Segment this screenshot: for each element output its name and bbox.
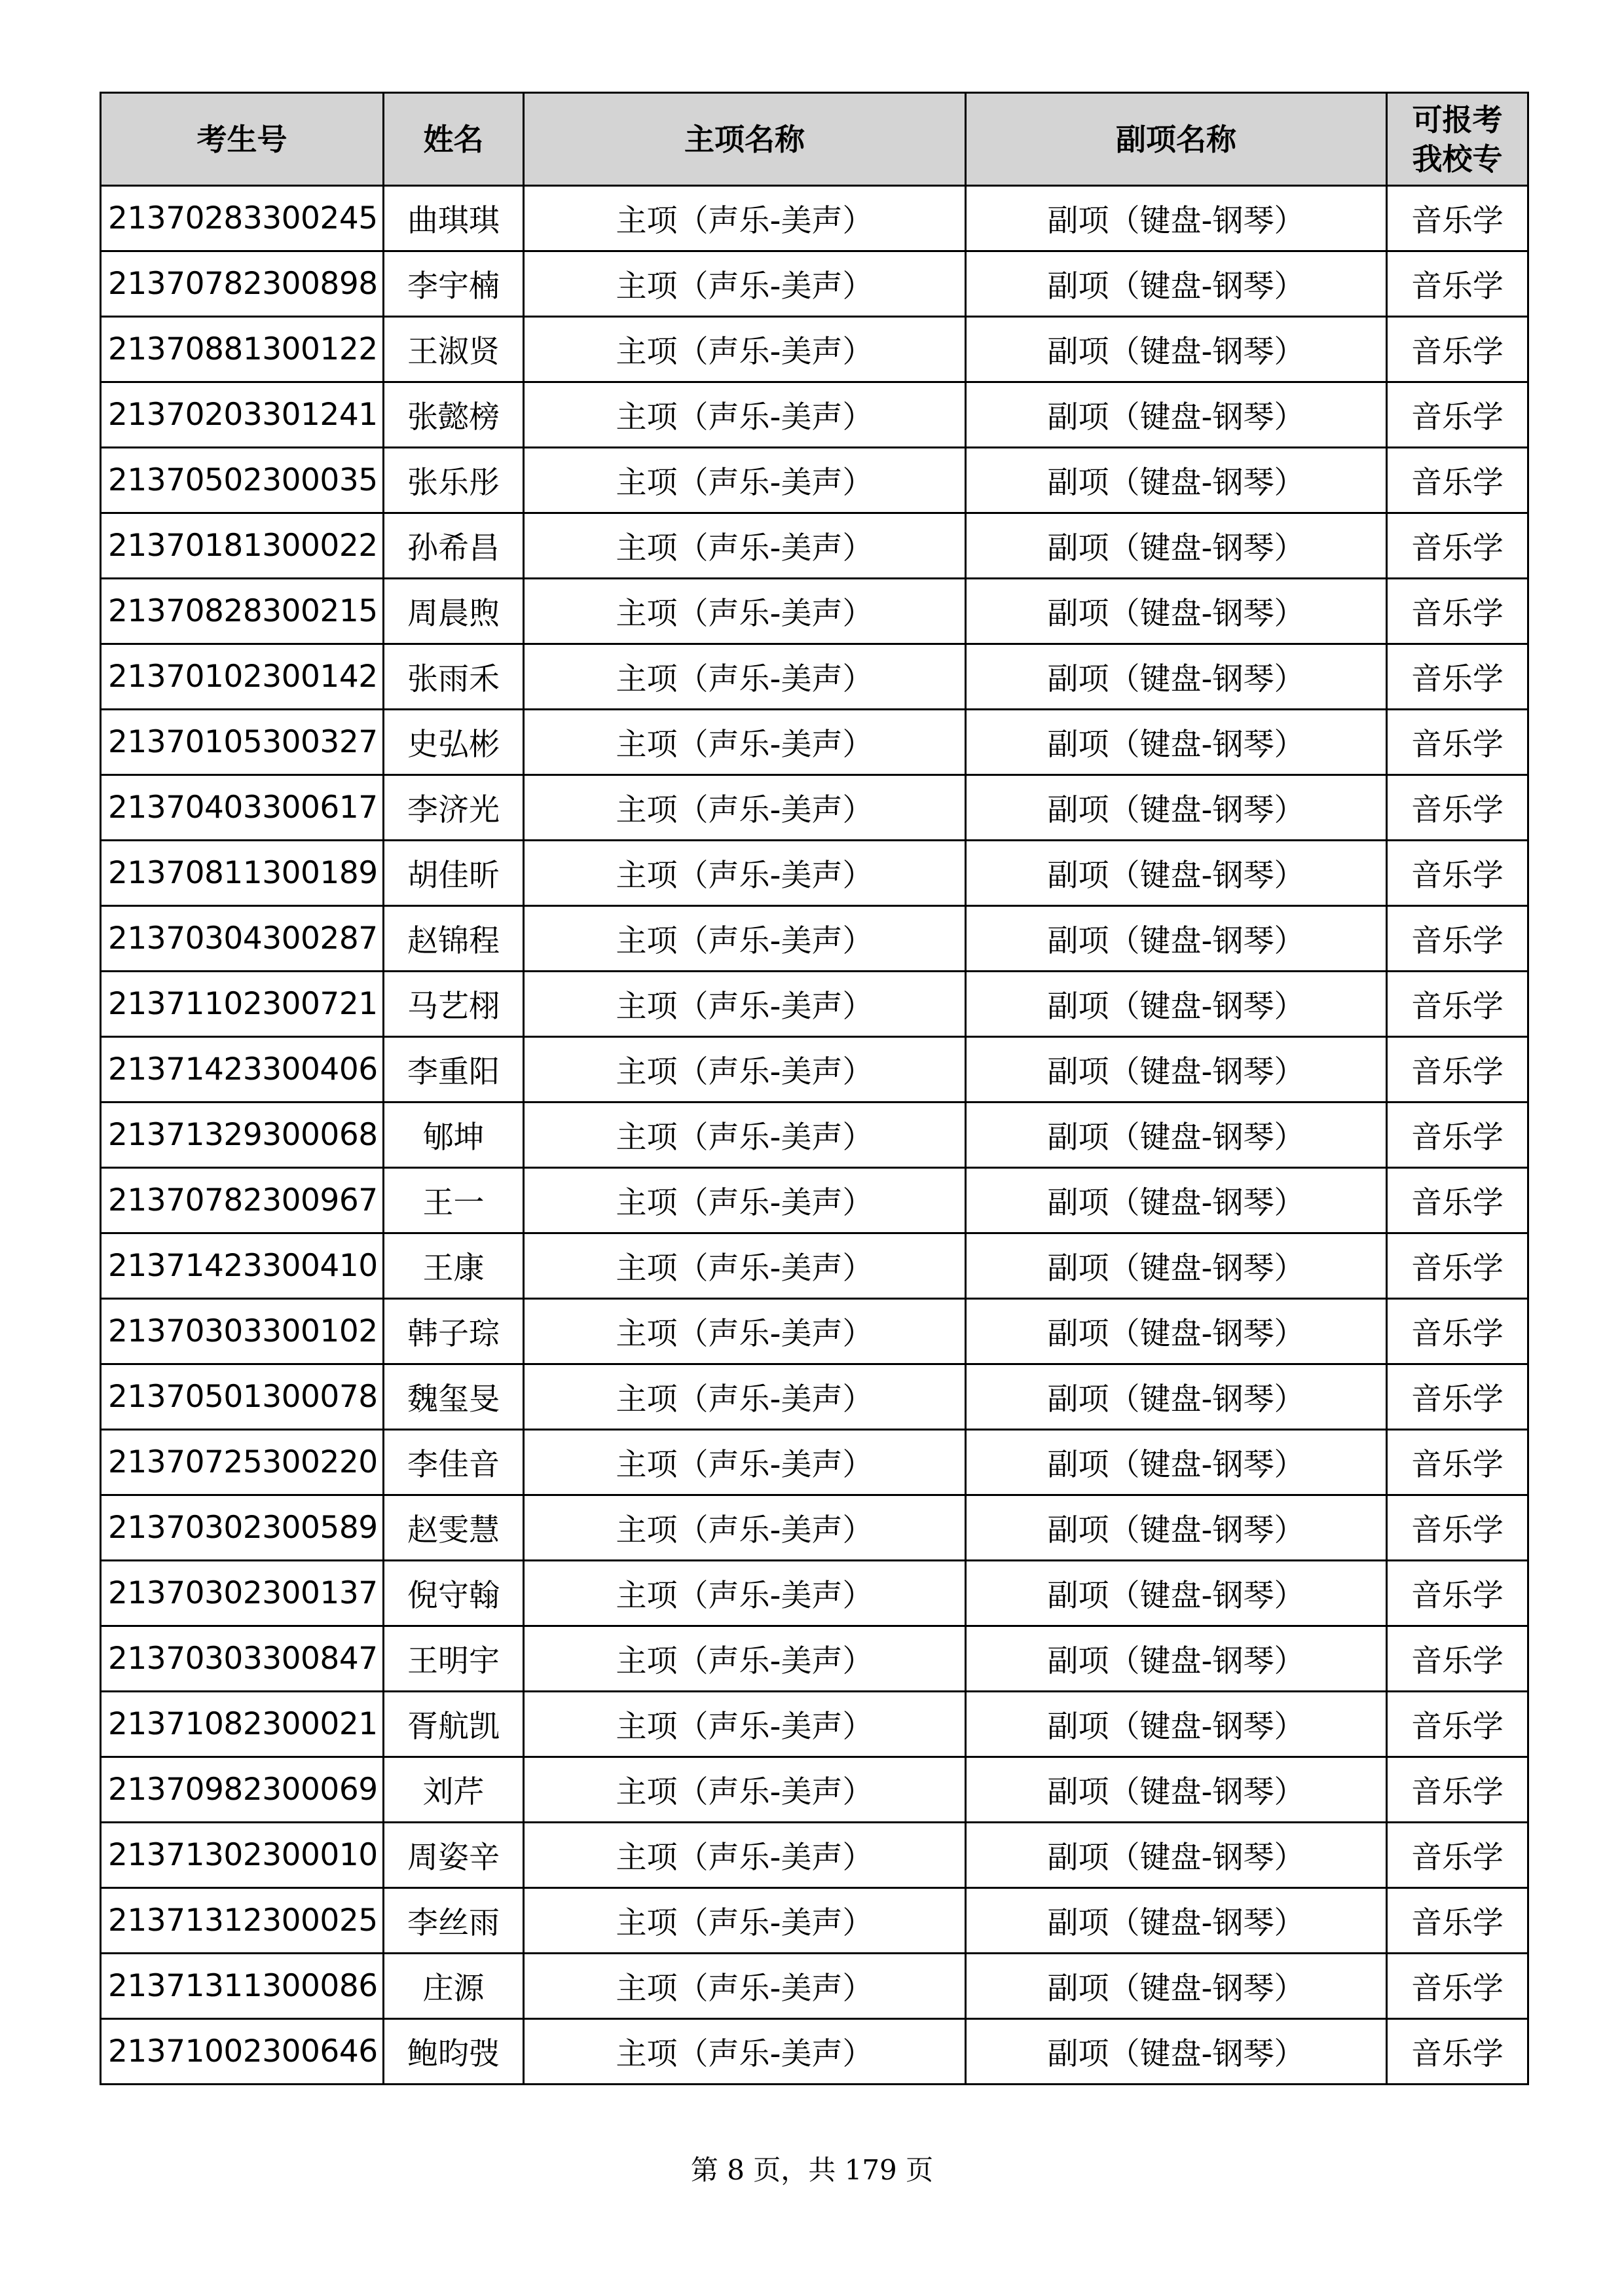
cell-candidate-id: 21370203301241 <box>101 382 384 448</box>
cell-eligible-major: 音乐学 <box>1387 1954 1528 2019</box>
page-number-footer: 第 8 页，共 179 页 <box>690 2154 934 2186</box>
cell-sub-item: 副项（键盘-钢琴） <box>966 1495 1387 1561</box>
cell-name: 赵锦程 <box>384 906 524 972</box>
cell-name: 李丝雨 <box>384 1888 524 1954</box>
header-sub-item: 副项名称 <box>966 93 1387 186</box>
cell-eligible-major: 音乐学 <box>1387 1430 1528 1495</box>
header-row <box>101 93 1528 186</box>
cell-name: 李济光 <box>384 775 524 841</box>
cell-name: 韩子琮 <box>384 1299 524 1364</box>
cell-name: 鲍昀弢 <box>384 2019 524 2085</box>
cell-sub-item: 副项（键盘-钢琴） <box>966 906 1387 972</box>
cell-candidate-id: 21370502300035 <box>101 448 384 513</box>
cell-main-item: 主项（声乐-美声） <box>524 186 966 251</box>
cell-sub-item: 副项（键盘-钢琴） <box>966 1561 1387 1626</box>
cell-name: 倪守翰 <box>384 1561 524 1626</box>
cell-eligible-major: 音乐学 <box>1387 1692 1528 1757</box>
table-row <box>101 1561 1528 1626</box>
cell-name: 王康 <box>384 1233 524 1299</box>
table-row <box>101 579 1528 644</box>
cell-eligible-major: 音乐学 <box>1387 186 1528 251</box>
cell-sub-item: 副项（键盘-钢琴） <box>966 1102 1387 1168</box>
cell-candidate-id: 21370782300967 <box>101 1168 384 1233</box>
cell-eligible-major: 音乐学 <box>1387 972 1528 1037</box>
table-row <box>101 1037 1528 1102</box>
cell-candidate-id: 21370811300189 <box>101 841 384 906</box>
cell-candidate-id: 21370102300142 <box>101 644 384 710</box>
table-row <box>101 1888 1528 1954</box>
header-main-item: 主项名称 <box>524 93 966 186</box>
cell-sub-item: 副项（键盘-钢琴） <box>966 1823 1387 1888</box>
cell-eligible-major: 音乐学 <box>1387 1102 1528 1168</box>
table-row <box>101 513 1528 579</box>
cell-sub-item: 副项（键盘-钢琴） <box>966 644 1387 710</box>
cell-name: 王一 <box>384 1168 524 1233</box>
cell-candidate-id: 21371082300021 <box>101 1692 384 1757</box>
table-row <box>101 972 1528 1037</box>
cell-main-item: 主项（声乐-美声） <box>524 906 966 972</box>
cell-eligible-major: 音乐学 <box>1387 906 1528 972</box>
cell-main-item: 主项（声乐-美声） <box>524 1168 966 1233</box>
table-row <box>101 382 1528 448</box>
table-row <box>101 1626 1528 1692</box>
header-eligible-major <box>1387 93 1528 186</box>
cell-candidate-id: 21370881300122 <box>101 317 384 382</box>
cell-main-item: 主项（声乐-美声） <box>524 1888 966 1954</box>
cell-name: 胡佳昕 <box>384 841 524 906</box>
cell-eligible-major: 音乐学 <box>1387 2019 1528 2085</box>
cell-sub-item: 副项（键盘-钢琴） <box>966 841 1387 906</box>
cell-eligible-major: 音乐学 <box>1387 1823 1528 1888</box>
cell-main-item: 主项（声乐-美声） <box>524 251 966 317</box>
cell-main-item: 主项（声乐-美声） <box>524 2019 966 2085</box>
cell-name: 赵雯慧 <box>384 1495 524 1561</box>
cell-sub-item: 副项（键盘-钢琴） <box>966 251 1387 317</box>
cell-candidate-id: 21370105300327 <box>101 710 384 775</box>
cell-name: 孙希昌 <box>384 513 524 579</box>
cell-main-item: 主项（声乐-美声） <box>524 1954 966 2019</box>
table-row <box>101 906 1528 972</box>
cell-sub-item: 副项（键盘-钢琴） <box>966 1692 1387 1757</box>
cell-name: 周姿辛 <box>384 1823 524 1888</box>
cell-candidate-id: 21371423300406 <box>101 1037 384 1102</box>
table-row <box>101 1364 1528 1430</box>
cell-eligible-major: 音乐学 <box>1387 1037 1528 1102</box>
cell-name: 王明宇 <box>384 1626 524 1692</box>
cell-name: 李宇楠 <box>384 251 524 317</box>
cell-sub-item: 副项（键盘-钢琴） <box>966 1757 1387 1823</box>
table-row <box>101 1495 1528 1561</box>
cell-sub-item: 副项（键盘-钢琴） <box>966 382 1387 448</box>
cell-eligible-major: 音乐学 <box>1387 513 1528 579</box>
cell-eligible-major: 音乐学 <box>1387 1561 1528 1626</box>
cell-candidate-id: 21371312300025 <box>101 1888 384 1954</box>
cell-sub-item: 副项（键盘-钢琴） <box>966 972 1387 1037</box>
table-row <box>101 710 1528 775</box>
table-row <box>101 644 1528 710</box>
table-row <box>101 1823 1528 1888</box>
cell-sub-item: 副项（键盘-钢琴） <box>966 317 1387 382</box>
cell-main-item: 主项（声乐-美声） <box>524 513 966 579</box>
cell-eligible-major: 音乐学 <box>1387 251 1528 317</box>
cell-eligible-major: 音乐学 <box>1387 317 1528 382</box>
cell-candidate-id: 21370725300220 <box>101 1430 384 1495</box>
cell-sub-item: 副项（键盘-钢琴） <box>966 1430 1387 1495</box>
cell-sub-item: 副项（键盘-钢琴） <box>966 1299 1387 1364</box>
cell-name: 周晨煦 <box>384 579 524 644</box>
cell-sub-item: 副项（键盘-钢琴） <box>966 1954 1387 2019</box>
cell-main-item: 主项（声乐-美声） <box>524 841 966 906</box>
cell-name: 刘芹 <box>384 1757 524 1823</box>
cell-sub-item: 副项（键盘-钢琴） <box>966 1626 1387 1692</box>
cell-sub-item: 副项（键盘-钢琴） <box>966 1364 1387 1430</box>
cell-main-item: 主项（声乐-美声） <box>524 710 966 775</box>
cell-sub-item: 副项（键盘-钢琴） <box>966 1233 1387 1299</box>
table-row <box>101 1168 1528 1233</box>
cell-name: 张雨禾 <box>384 644 524 710</box>
cell-sub-item: 副项（键盘-钢琴） <box>966 579 1387 644</box>
cell-name: 郇坤 <box>384 1102 524 1168</box>
cell-eligible-major: 音乐学 <box>1387 1757 1528 1823</box>
cell-main-item: 主项（声乐-美声） <box>524 1757 966 1823</box>
cell-candidate-id: 21371302300010 <box>101 1823 384 1888</box>
table-row <box>101 1102 1528 1168</box>
cell-eligible-major: 音乐学 <box>1387 644 1528 710</box>
table-row <box>101 841 1528 906</box>
cell-eligible-major: 音乐学 <box>1387 1626 1528 1692</box>
cell-name: 庄源 <box>384 1954 524 2019</box>
cell-candidate-id: 21370181300022 <box>101 513 384 579</box>
cell-eligible-major: 音乐学 <box>1387 1299 1528 1364</box>
cell-candidate-id: 21370501300078 <box>101 1364 384 1430</box>
table-body <box>101 186 1528 2085</box>
cell-candidate-id: 21370303300102 <box>101 1299 384 1364</box>
cell-main-item: 主项（声乐-美声） <box>524 1626 966 1692</box>
header-eligible-major-line2: 我校专 <box>1412 141 1503 177</box>
cell-main-item: 主项（声乐-美声） <box>524 448 966 513</box>
cell-name: 张乐彤 <box>384 448 524 513</box>
cell-candidate-id: 21370403300617 <box>101 775 384 841</box>
cell-candidate-id: 21370283300245 <box>101 186 384 251</box>
cell-name: 李佳音 <box>384 1430 524 1495</box>
candidate-table <box>100 92 1529 2085</box>
cell-name: 张懿榜 <box>384 382 524 448</box>
cell-sub-item: 副项（键盘-钢琴） <box>966 1168 1387 1233</box>
table-row <box>101 1430 1528 1495</box>
cell-name: 魏玺旻 <box>384 1364 524 1430</box>
cell-main-item: 主项（声乐-美声） <box>524 1299 966 1364</box>
cell-main-item: 主项（声乐-美声） <box>524 1823 966 1888</box>
cell-eligible-major: 音乐学 <box>1387 382 1528 448</box>
table-row <box>101 186 1528 251</box>
cell-sub-item: 副项（键盘-钢琴） <box>966 710 1387 775</box>
cell-eligible-major: 音乐学 <box>1387 1364 1528 1430</box>
cell-sub-item: 副项（键盘-钢琴） <box>966 513 1387 579</box>
header-candidate-id: 考生号 <box>101 93 384 186</box>
cell-candidate-id: 21370828300215 <box>101 579 384 644</box>
cell-main-item: 主项（声乐-美声） <box>524 579 966 644</box>
cell-candidate-id: 21371102300721 <box>101 972 384 1037</box>
cell-eligible-major: 音乐学 <box>1387 1168 1528 1233</box>
cell-candidate-id: 21370302300589 <box>101 1495 384 1561</box>
cell-main-item: 主项（声乐-美声） <box>524 1495 966 1561</box>
cell-name: 王淑贤 <box>384 317 524 382</box>
cell-sub-item: 副项（键盘-钢琴） <box>966 1888 1387 1954</box>
cell-eligible-major: 音乐学 <box>1387 841 1528 906</box>
table-row <box>101 1233 1528 1299</box>
cell-main-item: 主项（声乐-美声） <box>524 1692 966 1757</box>
cell-candidate-id: 21371423300410 <box>101 1233 384 1299</box>
cell-main-item: 主项（声乐-美声） <box>524 1364 966 1430</box>
cell-eligible-major: 音乐学 <box>1387 1495 1528 1561</box>
cell-main-item: 主项（声乐-美声） <box>524 775 966 841</box>
table-row <box>101 1757 1528 1823</box>
table-row <box>101 1954 1528 2019</box>
table-row <box>101 251 1528 317</box>
cell-candidate-id: 21370302300137 <box>101 1561 384 1626</box>
cell-name: 马艺栩 <box>384 972 524 1037</box>
cell-eligible-major: 音乐学 <box>1387 1233 1528 1299</box>
header-name: 姓名 <box>384 93 524 186</box>
cell-candidate-id: 21370782300898 <box>101 251 384 317</box>
cell-candidate-id: 21371002300646 <box>101 2019 384 2085</box>
cell-sub-item: 副项（键盘-钢琴） <box>966 1037 1387 1102</box>
cell-eligible-major: 音乐学 <box>1387 448 1528 513</box>
cell-main-item: 主项（声乐-美声） <box>524 1430 966 1495</box>
cell-candidate-id: 21371329300068 <box>101 1102 384 1168</box>
table-row <box>101 2019 1528 2085</box>
table-row <box>101 1299 1528 1364</box>
cell-main-item: 主项（声乐-美声） <box>524 972 966 1037</box>
cell-eligible-major: 音乐学 <box>1387 1888 1528 1954</box>
cell-eligible-major: 音乐学 <box>1387 579 1528 644</box>
cell-sub-item: 副项（键盘-钢琴） <box>966 186 1387 251</box>
table-row <box>101 775 1528 841</box>
cell-candidate-id: 21370304300287 <box>101 906 384 972</box>
cell-candidate-id: 21370303300847 <box>101 1626 384 1692</box>
cell-sub-item: 副项（键盘-钢琴） <box>966 2019 1387 2085</box>
header-eligible-major-line1: 可报考 <box>1412 101 1503 137</box>
cell-name: 曲琪琪 <box>384 186 524 251</box>
cell-eligible-major: 音乐学 <box>1387 775 1528 841</box>
table-header <box>101 93 1528 186</box>
cell-eligible-major: 音乐学 <box>1387 710 1528 775</box>
cell-main-item: 主项（声乐-美声） <box>524 644 966 710</box>
cell-sub-item: 副项（键盘-钢琴） <box>966 448 1387 513</box>
table-row <box>101 448 1528 513</box>
cell-sub-item: 副项（键盘-钢琴） <box>966 775 1387 841</box>
cell-main-item: 主项（声乐-美声） <box>524 317 966 382</box>
cell-main-item: 主项（声乐-美声） <box>524 1561 966 1626</box>
cell-candidate-id: 21370982300069 <box>101 1757 384 1823</box>
table-row <box>101 317 1528 382</box>
table-row <box>101 1692 1528 1757</box>
cell-name: 李重阳 <box>384 1037 524 1102</box>
cell-main-item: 主项（声乐-美声） <box>524 1233 966 1299</box>
cell-main-item: 主项（声乐-美声） <box>524 1102 966 1168</box>
cell-main-item: 主项（声乐-美声） <box>524 382 966 448</box>
cell-name: 史弘彬 <box>384 710 524 775</box>
cell-main-item: 主项（声乐-美声） <box>524 1037 966 1102</box>
cell-name: 胥航凯 <box>384 1692 524 1757</box>
cell-candidate-id: 21371311300086 <box>101 1954 384 2019</box>
